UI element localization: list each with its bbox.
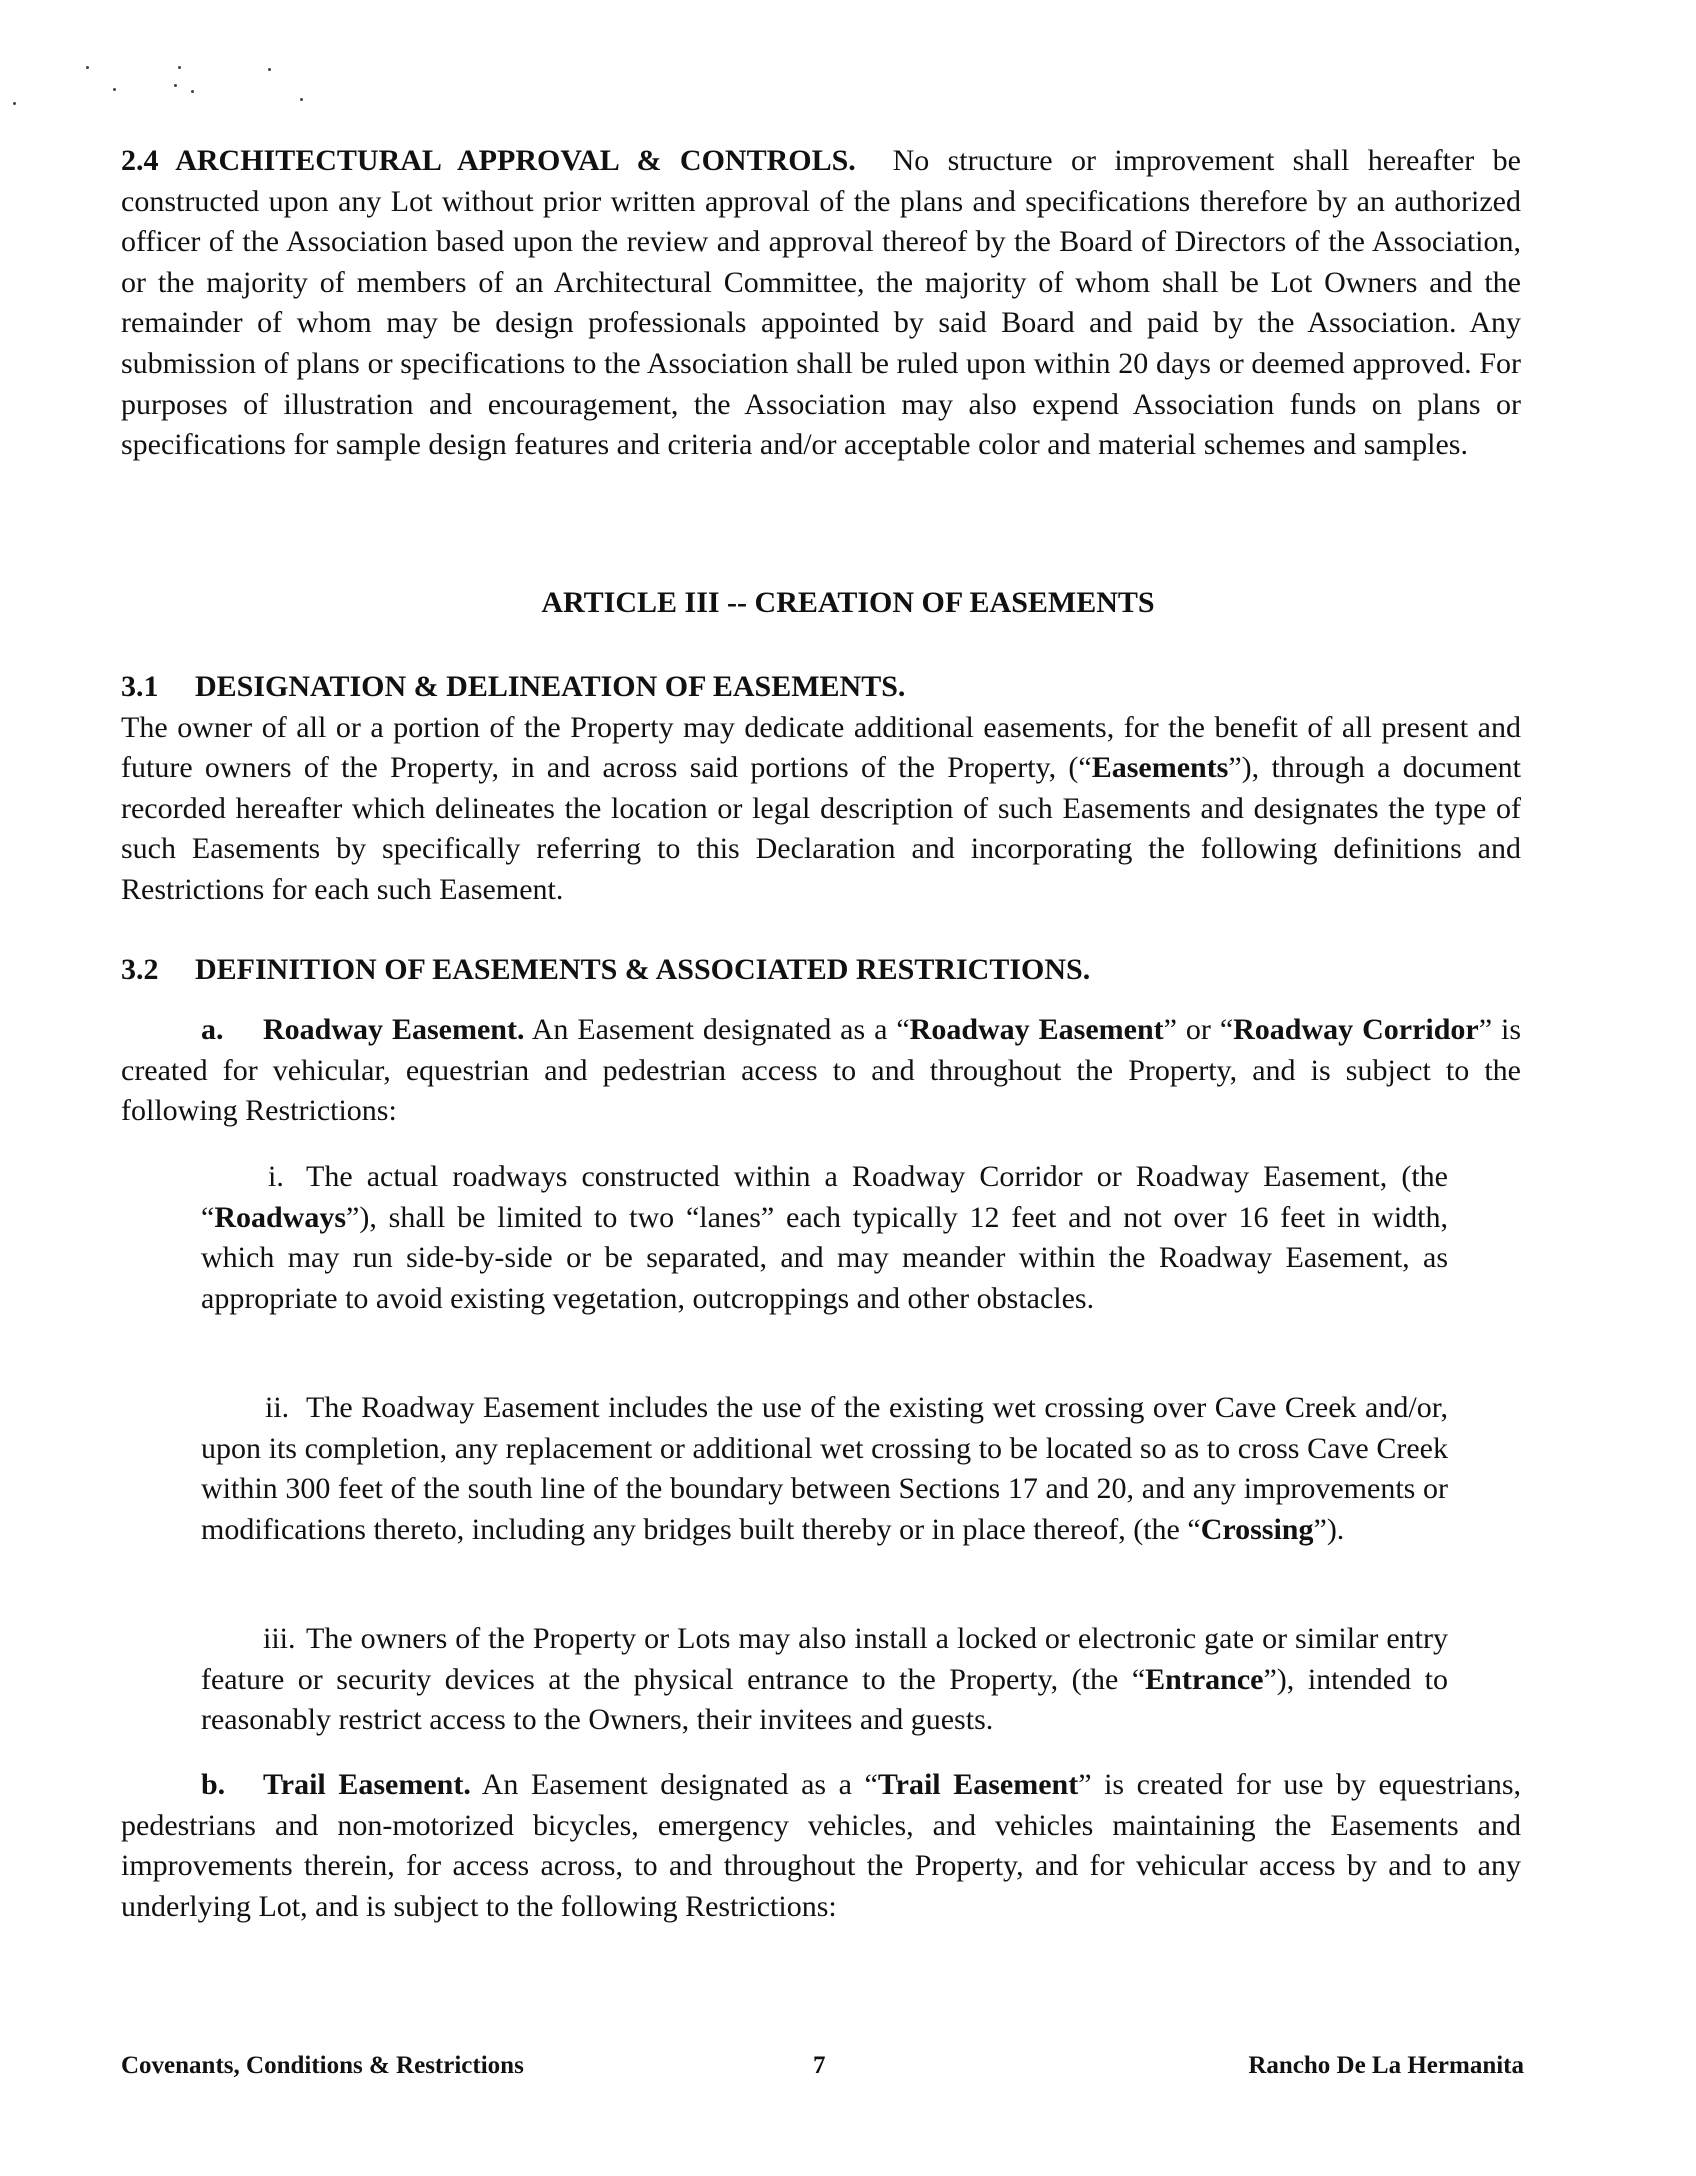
scan-speck: [13, 102, 16, 105]
section-3-1-text-before: The owner of all or a portion of the Property may dedicate additional easements, for the benefit of all present and future owners of the Property, in and across said portions of the Property, (“: [121, 710, 1521, 785]
scan-speck: [300, 98, 303, 101]
item-i-label: i.: [268, 1160, 284, 1193]
paragraph-b-t2: ” is created for use by equestrians, pedestrians and non-motorized bicycles, emergency vehicles, and vehicles maintaining the Easements and improvements therein, for access across, to and throughout the Property, and for vehicular access by and to any underlying Lot, and is subject to the following Restrictions:: [121, 1768, 1522, 1923]
scan-speck: [268, 68, 271, 71]
item-iii-t2: ”), intended to reasonably restrict access to the Owners, their invitees and guests.: [201, 1662, 1448, 1737]
paragraph-a-label: a.: [201, 1013, 224, 1046]
section-3-2: [121, 950, 1521, 991]
paragraph-a-t1: An Easement designated as a “: [524, 1013, 910, 1046]
scan-speck: [174, 84, 177, 87]
footer-property-name: Rancho De La Hermanita: [1248, 2052, 1524, 2079]
scan-speck: [86, 66, 89, 69]
item-iii: [201, 1619, 1448, 1741]
item-ii-text: [201, 1388, 1448, 1550]
section-2-4: [121, 141, 1521, 466]
item-i-text: [201, 1157, 1448, 1319]
section-2-4-paragraph: [121, 141, 1521, 466]
paragraph-b-title: Trail Easement.: [263, 1768, 471, 1801]
section-3-1-text-after: ”), through a document recorded hereafter which delineates the location or legal description of such Easements and designates the type of such Easements by specifically referring to this Declaration and incorporating the following definitions and Restrictions for each such Easement.: [121, 751, 1521, 906]
section-3-1-number: 3.1: [121, 670, 159, 703]
section-2-4-heading: 2.4 ARCHITECTURAL APPROVAL & CONTROLS.: [121, 144, 856, 177]
article-title: ARTICLE III -- CREATION OF EASEMENTS: [541, 586, 1155, 619]
item-i: [201, 1157, 1448, 1319]
defined-term-easements: Easements: [1091, 751, 1229, 785]
footer-page-number: 7: [813, 2052, 826, 2079]
item-ii-t2: ”).: [1313, 1512, 1345, 1546]
paragraph-a-text: [121, 1010, 1521, 1132]
item-i-t2: ”), shall be limited to two “lanes” each typically 12 feet and not over 16 feet in width, which may run side-by-side or be separated, and may meander within the Roadway Easement, as appropriate to avoid existing vegetation, outcroppings and other obstacles.: [201, 1200, 1448, 1315]
scan-speck: [191, 90, 194, 93]
defined-term-trail-easement: Trail Easement: [877, 1768, 1079, 1801]
item-i-t1: The actual roadways constructed within a Roadway Corridor or Roadway Easement, (the “: [201, 1160, 1448, 1234]
paragraph-a-t3: ” is created for vehicular, equestrian and pedestrian access to and throughout the Property, and is subject to the following Restrictions:: [121, 1013, 1522, 1128]
paragraph-a-t2: ” or “: [1163, 1013, 1234, 1046]
item-iii-label: iii.: [263, 1622, 296, 1655]
scan-speck: [178, 66, 181, 69]
item-ii-label: ii.: [265, 1391, 290, 1424]
defined-term-crossing: Crossing: [1200, 1512, 1314, 1546]
item-iii-t1: The owners of the Property or Lots may also install a locked or electronic gate or similar entry feature or security devices at the physical entrance to the Property, (the “: [201, 1622, 1448, 1696]
paragraph-a: [121, 1010, 1521, 1132]
paragraph-b-text: [121, 1765, 1521, 1927]
item-iii-text: [201, 1619, 1448, 1741]
item-ii-t1: The Roadway Easement includes the use of the existing wet crossing over Cave Creek and/or, upon its completion, any replacement or additional wet crossing to be located so as to cross Cave Creek within 300 feet of the south line of the boundary between Sections 17 and 20, and any improvements or modifications thereto, including any bridges built thereby or in place thereof, (the “: [201, 1391, 1448, 1546]
defined-term-roadways: Roadways: [214, 1200, 347, 1234]
section-3-2-number: 3.2: [121, 953, 159, 986]
paragraph-b-t1: An Easement designated as a “: [470, 1768, 878, 1801]
item-ii: [201, 1388, 1448, 1550]
section-3-2-heading: DEFINITION OF EASEMENTS & ASSOCIATED RESTRICTIONS.: [195, 953, 1091, 986]
section-3-1-paragraph: [121, 708, 1521, 911]
section-2-4-text: No structure or improvement shall hereafter be constructed upon any Lot without prior written approval of the plans and specifications therefore by an authorized officer of the Association based upon the review and approval thereof by the Board of Directors of the Association, or the majority of members of an Architectural Committee, the majority of whom shall be Lot Owners and the remainder of whom may be design professionals appointed by said Board and paid by the Association. Any submission of plans or specifications to the Association shall be ruled upon within 20 days or deemed approved. For purposes of illustration and encouragement, the Association may also expend Association funds on plans or specifications for sample design features and criteria and/or acceptable color and material schemes and samples.: [121, 144, 1521, 462]
section-3-1-heading: DESIGNATION & DELINEATION OF EASEMENTS.: [195, 670, 906, 703]
section-3-1: [121, 667, 1521, 911]
scan-speck: [113, 88, 116, 91]
footer-document-title: Covenants, Conditions & Restrictions: [121, 2052, 524, 2079]
defined-term-roadway-easement: Roadway Easement: [909, 1013, 1164, 1046]
paragraph-b-label: b.: [201, 1768, 226, 1801]
defined-term-entrance: Entrance: [1145, 1662, 1264, 1696]
paragraph-a-title: Roadway Easement.: [263, 1013, 525, 1046]
defined-term-roadway-corridor: Roadway Corridor: [1233, 1013, 1479, 1046]
section-3-1-heading-line: [121, 667, 1521, 708]
section-3-2-heading-line: [121, 950, 1521, 991]
paragraph-b: [121, 1765, 1521, 1927]
